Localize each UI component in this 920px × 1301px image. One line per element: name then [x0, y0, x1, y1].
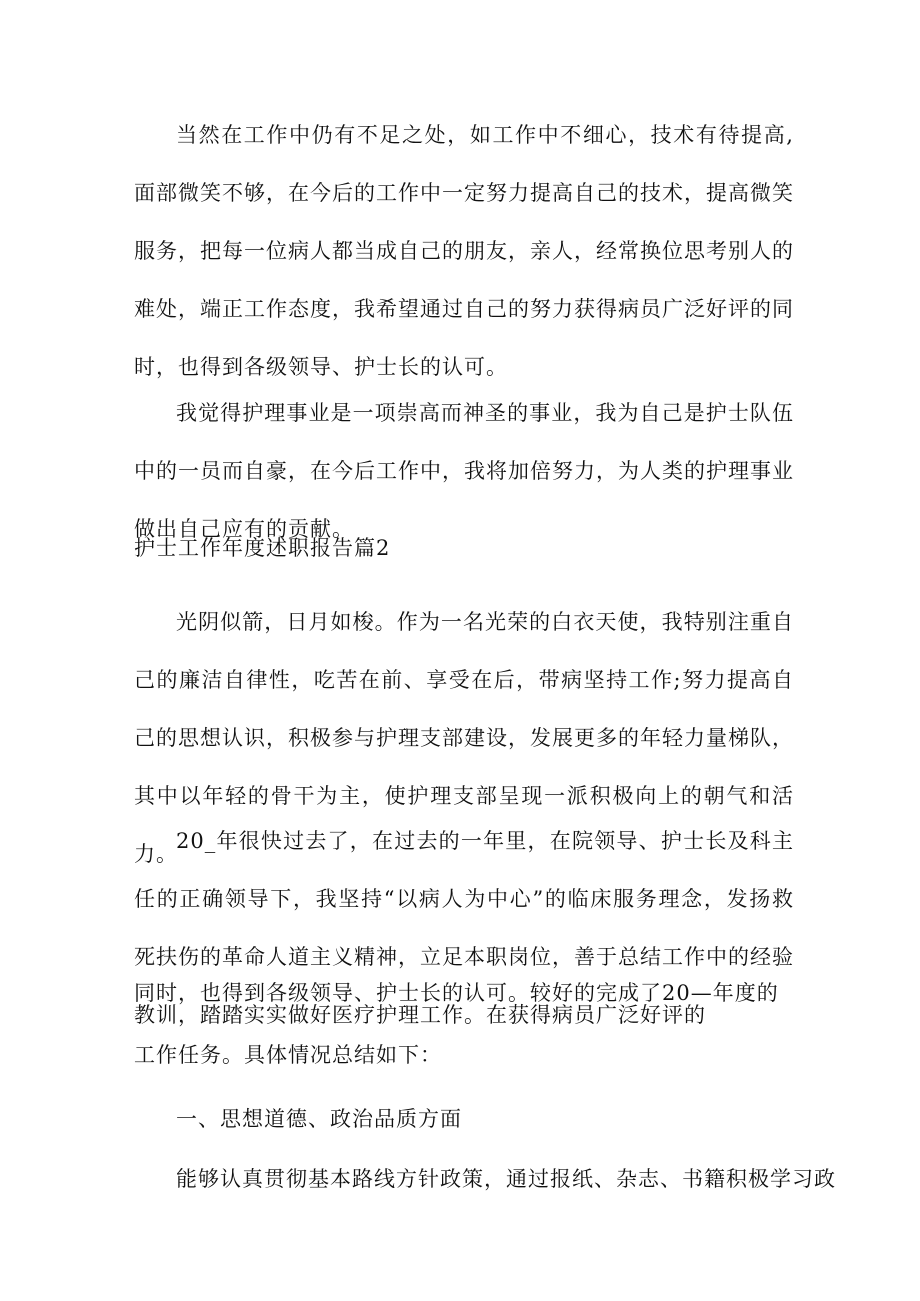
text-line-recognition: 同时，也得到各级领导、护士长的认可。较好的完成了20—年度的	[134, 981, 779, 1005]
paragraph-shortcomings: 当然在工作中仍有不足之处，如工作中不细心，技术有待提高,面部微笑不够，在今后的工作中一定努力提高自己的技术，提高微笑服务，把每一位病人都当成自己的朋友，亲人，经常换位思考别人的难处，端正工作态度，我希望通过自己的努力获得病员广泛好评的同时，也得到各级领导、护士长的认可。	[134, 123, 794, 379]
paragraph-policy-study: 能够认真贯彻基本路线方针政策，通过报纸、杂志、书籍积极学习政	[176, 1167, 836, 1191]
text-line-tasks: 工作任务。具体情况总结如下：	[134, 1043, 442, 1067]
section-heading: 护士工作年度述职报告篇2	[134, 536, 391, 560]
subsection-heading: 一、思想道德、政治品质方面	[176, 1107, 462, 1131]
paragraph-time-flies: 光阴似箭，日月如梭。作为一名光荣的白衣天使，我特别注重自己的廉洁自律性，吃苦在前、享受在后，带病坚持工作;努力提高自己的思想认识，积极参与护理支部建设，发展更多的年轻力量梯队，其中以年轻的骨干为主，使护理支部呈现一派积极向上的朝气和活力。	[134, 610, 794, 866]
paragraph-year-summary: 20_年很快过去了，在过去的一年里，在院领导、护士长及科主任的正确领导下，我坚持“以病人为中心”的临床服务理念，发扬救死扶伤的革命人道主义精神，立足本职岗位，善于总结工作中的经验教训，踏踏实实做好医疗护理工作。在获得病员广泛好评的	[134, 829, 794, 1027]
paragraph-nursing-career: 我觉得护理事业是一项崇高而神圣的事业，我为自己是护士队伍中的一员而自豪，在今后工作中，我将加倍努力，为人类的护理事业做出自己应有的贡献。	[134, 401, 794, 541]
